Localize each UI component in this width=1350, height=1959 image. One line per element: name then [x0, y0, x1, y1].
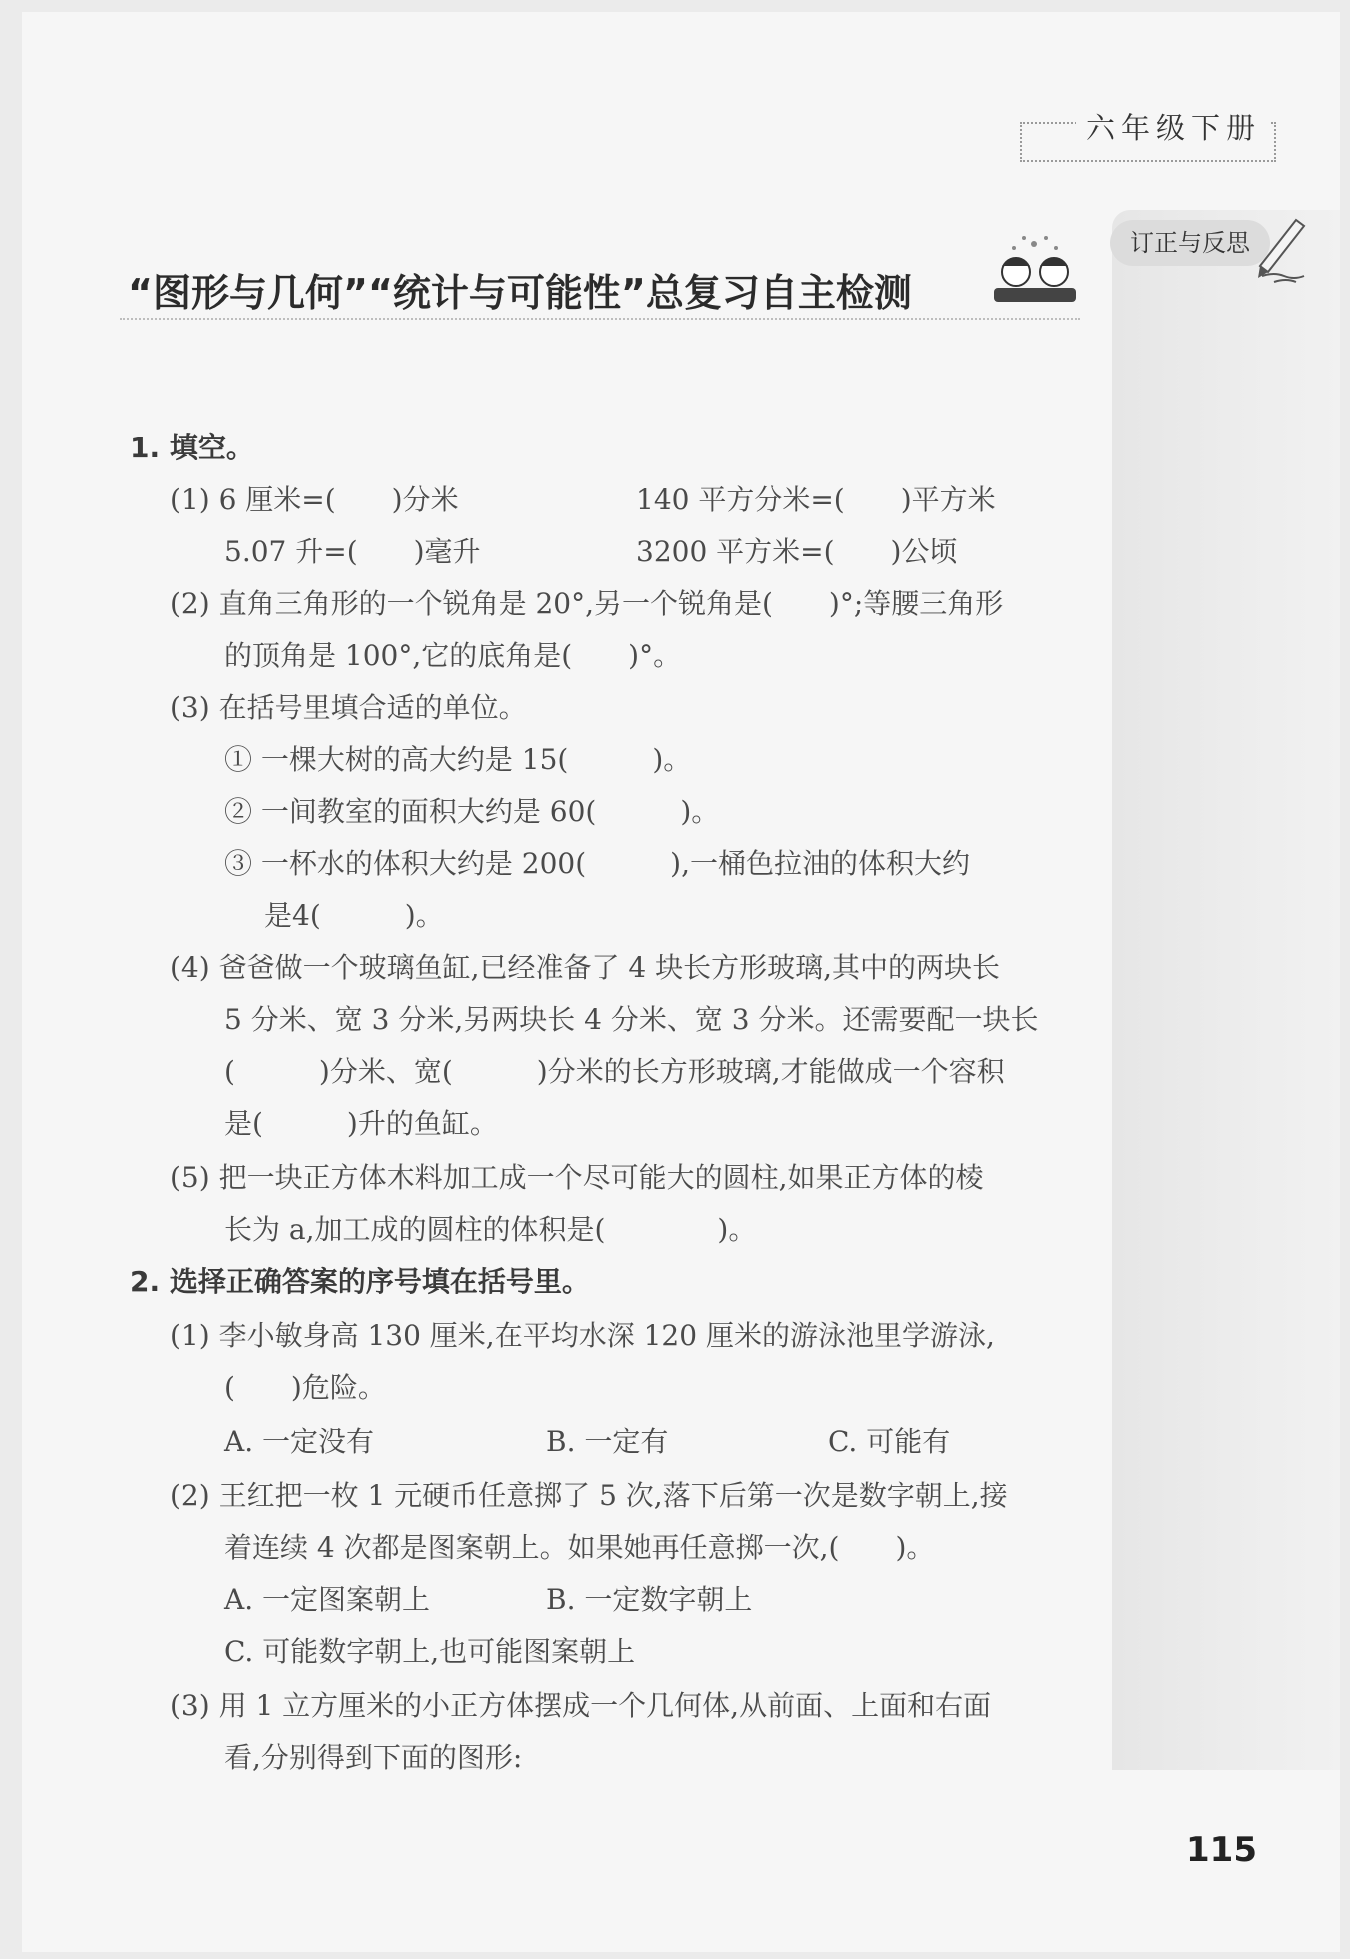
q2-heading: 2. 选择正确答案的序号填在括号里。 — [130, 1265, 590, 1298]
page-number: 115 — [1186, 1830, 1257, 1870]
q2-p1-option-c: C. 可能有 — [828, 1425, 951, 1458]
q2-p1-line1: (1) 李小敏身高 130 厘米,在平均水深 120 厘米的游泳池里学游泳, — [170, 1319, 995, 1352]
q2-p1-option-b: B. 一定有 — [546, 1425, 669, 1458]
kids-reading-icon — [986, 232, 1084, 312]
page-title: “图形与几何”“统计与可能性”总复习自主检测 — [128, 271, 912, 315]
correction-margin — [1112, 210, 1340, 1770]
q1-p1-b: 140 平方分米=( )平方米 — [636, 483, 996, 516]
q1-p4-line3: ( )分米、宽( )分米的长方形玻璃,才能做成一个容积 — [224, 1055, 1005, 1088]
q1-p3-item1: ① 一棵大树的高大约是 15( )。 — [224, 743, 692, 776]
q2-p1-line2: ( )危险。 — [224, 1371, 386, 1404]
q1-p4-line2: 5 分米、宽 3 分米,另两块长 4 分米、宽 3 分米。还需要配一块长 — [224, 1003, 1039, 1036]
q2-p2-line2: 着连续 4 次都是图案朝上。如果她再任意掷一次,( )。 — [224, 1531, 935, 1564]
q1-p1-d: 3200 平方米=( )公顷 — [636, 535, 958, 568]
q2-p3-line2: 看,分别得到下面的图形: — [224, 1741, 523, 1774]
title-underline — [120, 318, 1080, 320]
q1-heading: 1. 填空。 — [130, 431, 254, 464]
q1-p5-line1: (5) 把一块正方体木料加工成一个尽可能大的圆柱,如果正方体的棱 — [170, 1161, 984, 1194]
q2-p1-option-a: A. 一定没有 — [224, 1425, 375, 1458]
q1-p3-item3-cont: 是4( )。 — [264, 899, 444, 932]
side-tab-correction: 订正与反思 — [1110, 220, 1270, 266]
q1-p2-line1: (2) 直角三角形的一个锐角是 20°,另一个锐角是( )°;等腰三角形 — [170, 587, 1004, 620]
q2-p2-option-b: B. 一定数字朝上 — [546, 1583, 753, 1616]
q1-p3-item2: ② 一间教室的面积大约是 60( )。 — [224, 795, 720, 828]
pencil-icon — [1252, 214, 1308, 284]
q1-p3-line1: (3) 在括号里填合适的单位。 — [170, 691, 527, 724]
q2-p2-line1: (2) 王红把一枚 1 元硬币任意掷了 5 次,落下后第一次是数字朝上,接 — [170, 1479, 1008, 1512]
grade-label: 六年级下册 — [1076, 106, 1271, 147]
q1-p2-line2: 的顶角是 100°,它的底角是( )°。 — [224, 639, 682, 672]
q2-p2-option-c: C. 可能数字朝上,也可能图案朝上 — [224, 1635, 636, 1668]
q1-p1-c: 5.07 升=( )毫升 — [224, 535, 481, 568]
q1-p4-line4: 是( )升的鱼缸。 — [224, 1107, 498, 1140]
q1-p5-line2: 长为 a,加工成的圆柱的体积是( )。 — [224, 1213, 757, 1246]
q2-p2-option-a: A. 一定图案朝上 — [224, 1583, 431, 1616]
q1-p4-line1: (4) 爸爸做一个玻璃鱼缸,已经准备了 4 块长方形玻璃,其中的两块长 — [170, 951, 1000, 984]
q1-p1-a: (1) 6 厘米=( )分米 — [170, 483, 459, 516]
q2-p3-line1: (3) 用 1 立方厘米的小正方体摆成一个几何体,从前面、上面和右面 — [170, 1689, 992, 1722]
q1-p3-item3: ③ 一杯水的体积大约是 200( ),一桶色拉油的体积大约 — [224, 847, 970, 880]
